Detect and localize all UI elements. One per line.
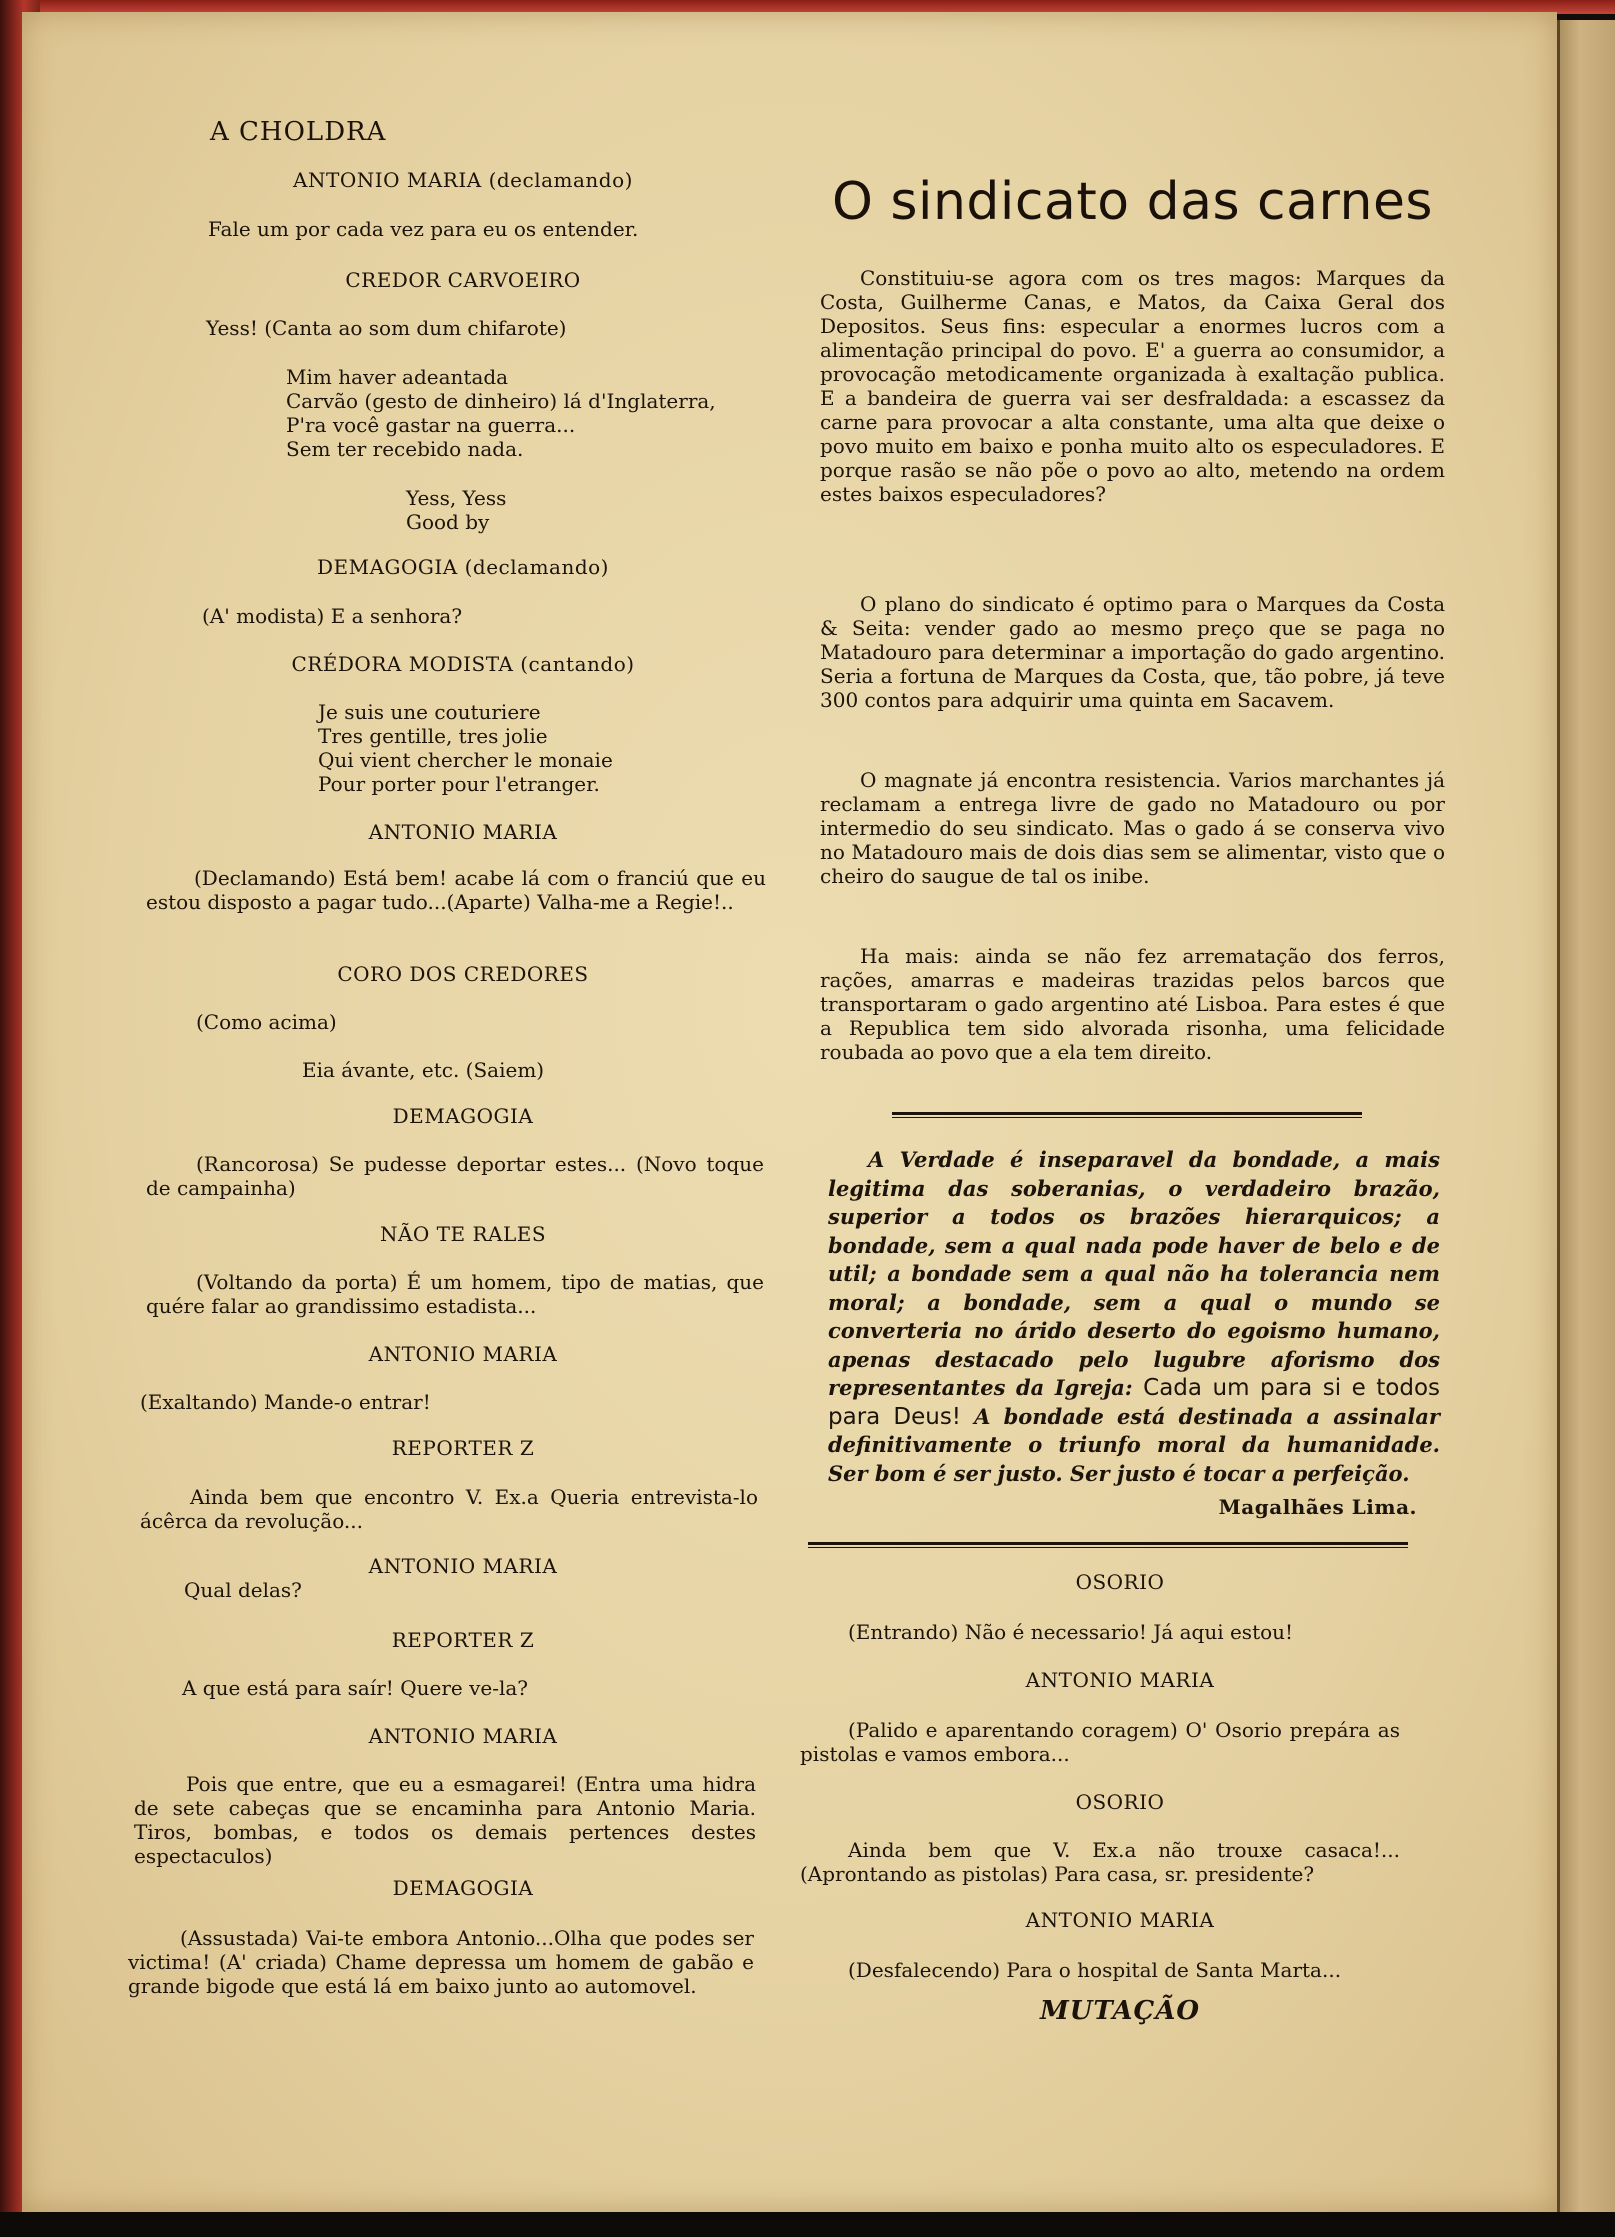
article-title: O sindicato das carnes xyxy=(831,172,1434,232)
speaker: OSORIO xyxy=(1075,1570,1165,1594)
speaker: NÃO TE RALES xyxy=(379,1222,547,1246)
bottom-shadow xyxy=(0,2212,1615,2237)
divider xyxy=(892,1112,1362,1118)
dialogue-line: Ainda bem que V. Ex.a não trouxe casaca!...(Aprontando as pistolas) Para casa, sr. presidente? xyxy=(800,1838,1400,1886)
article-paragraph: Ha mais: ainda se não fez arrematação dos ferros, rações, amarras e madeiras trazidas pelos barcos que transportaram o gado argentino até Lisboa. Para estes é que a Republica tem sido alvorada risonha, uma felicidade roubada ao povo que a ela tem direito. xyxy=(820,944,1445,1064)
dialogue-line: (Palido e aparentando coragem) O' Osorio prepára as pistolas e vamos embora... xyxy=(800,1718,1400,1766)
article-paragraph: Constituiu-se agora com os tres magos: Marques da Costa, Guilherme Canas, e Matos, da Caixa Geral dos Depositos. Seus fins: especular a enormes lucros com a alimentação principal do povo. E' a guerra ao consumidor, a provocação metodicamente organizada à exaltação publica. E a bandeira de guerra vai ser desfraldada: a escassez da carne para provocar a alta constante, uma alta que deixe o povo muito em baixo e ponha muito alto os especuladores. E porque rasão se não põe o povo ao alto, metendo na ordem estes baixos especuladores? xyxy=(820,266,1445,506)
speaker: DEMAGOGIA xyxy=(392,1104,534,1128)
quote xyxy=(828,1146,1440,1488)
speaker: ANTONIO MARIA xyxy=(368,1342,558,1366)
dialogue-line: (Rancorosa) Se pudesse deportar estes... (Novo toque de campainha) xyxy=(146,1152,764,1200)
speaker: CORO DOS CREDORES xyxy=(337,962,589,986)
quote-text: A bondade está destinada a assinalar definitivamente o triunfo moral da humanidade. Ser bom é ser justo. Ser justo é tocar a perfeição. xyxy=(828,1403,1440,1486)
dialogue-line: (Entrando) Não é necessario! Já aqui estou! xyxy=(848,1620,1294,1644)
speaker: DEMAGOGIA xyxy=(392,1876,534,1900)
verse: Je suis une couturiere Tres gentille, tres jolie Qui vient chercher le monaie Pour porter pour l'etranger. xyxy=(318,700,613,796)
dialogue-line: Ainda bem que encontro V. Ex.a Queria entrevista-lo ácêrca da revolução... xyxy=(140,1485,758,1533)
quote-author: Magalhães Lima. xyxy=(1218,1495,1417,1519)
speaker: ANTONIO MARIA xyxy=(368,1724,558,1748)
dialogue-line: (A' modista) E a senhora? xyxy=(202,604,463,628)
article-paragraph: O plano do sindicato é optimo para o Marques da Costa & Seita: vender gado ao mesmo preço que se paga no Matadouro para determinar a importação do gado argentino. Seria a fortuna de Marques da Costa, que, tão pobre, já teve 300 contos para adquirir uma quinta em Sacavem. xyxy=(820,592,1445,712)
section-header: A CHOLDRA xyxy=(210,117,387,147)
dialogue-line: (Voltando da porta) É um homem, tipo de matias, que quére falar ao grandissimo estadista... xyxy=(146,1270,764,1318)
speaker: CREDOR CARVOEIRO xyxy=(345,268,581,292)
dialogue-line: (Exaltando) Mande-o entrar! xyxy=(140,1390,431,1414)
dialogue-line: Yess! (Canta ao som dum chifarote) xyxy=(206,316,567,340)
dialogue-line: A que está para saír! Quere ve-la? xyxy=(182,1676,529,1700)
verse: Yess, Yess Good by xyxy=(406,486,507,534)
article-paragraph: O magnate já encontra resistencia. Varios marchantes já reclamam a entrega livre de gado no Matadouro ou por intermedio do seu sindicato. Mas o gado á se conserva vivo no Matadouro mais de dois dias sem se alimentar, visto que o cheiro do saugue de tal os inibe. xyxy=(820,768,1445,888)
speaker: REPORTER Z xyxy=(391,1628,535,1652)
speaker: ANTONIO MARIA xyxy=(1025,1908,1215,1932)
adjacent-page-edge xyxy=(1557,20,1615,2237)
quote-text: A Verdade é inseparavel da bondade, a mais legitima das soberanias, o verdadeiro brazão, superior a todos os brazões hierarquicos; a bondade, sem a qual nada pode haver de belo e de util; a bondade sem a qual não ha tolerancia nem moral; a bondade, sem a qual o mundo se converteria no árido deserto do egoismo humano, apenas destacado pelo lugubre aforismo dos representantes da Igreja: xyxy=(828,1147,1440,1400)
speaker: ANTONIO MARIA xyxy=(368,820,558,844)
divider xyxy=(808,1542,1408,1548)
speaker: CRÉDORA MODISTA (cantando) xyxy=(291,652,635,676)
quote-maxim: Cada um para si e todos para Deus! xyxy=(828,1375,1441,1430)
dialogue-line: (Assustada) Vai-te embora Antonio...Olha que podes ser victima! (A' criada) Chame depressa um homem de gabão e grande bigode que está lá em baixo junto ao automovel. xyxy=(128,1926,754,1998)
scene-change: MUTAÇÃO xyxy=(1039,1996,1201,2026)
dialogue-line: (Como acima) xyxy=(196,1010,337,1034)
dialogue-line: Qual delas? xyxy=(184,1578,302,1602)
dialogue-line: Pois que entre, que eu a esmagarei! (Entra uma hidra de sete cabeças que se encaminha para Antonio Maria. Tiros, bombas, e todos os demais pertences destes espectaculos) xyxy=(134,1772,756,1868)
dialogue-line: (Declamando) Está bem! acabe lá com o franciú que eu estou disposto a pagar tudo...(Aparte) Valha-me a Regie!.. xyxy=(146,866,766,914)
speaker: OSORIO xyxy=(1075,1790,1165,1814)
speaker: ANTONIO MARIA xyxy=(368,1554,558,1578)
dialogue-line: Eia ávante, etc. (Saiem) xyxy=(302,1058,545,1082)
dialogue-line: Fale um por cada vez para eu os entender. xyxy=(208,217,639,241)
speaker: ANTONIO MARIA xyxy=(1025,1668,1215,1692)
dialogue-line: (Desfalecendo) Para o hospital de Santa Marta... xyxy=(848,1958,1342,1982)
speaker: REPORTER Z xyxy=(391,1436,535,1460)
speaker: DEMAGOGIA (declamando) xyxy=(317,555,609,579)
speaker: ANTONIO MARIA (declamando) xyxy=(293,168,633,192)
verse: Mim haver adeantada Carvão (gesto de dinheiro) lá d'Inglaterra, P'ra você gastar na guerra... Sem ter recebido nada. xyxy=(286,365,716,461)
